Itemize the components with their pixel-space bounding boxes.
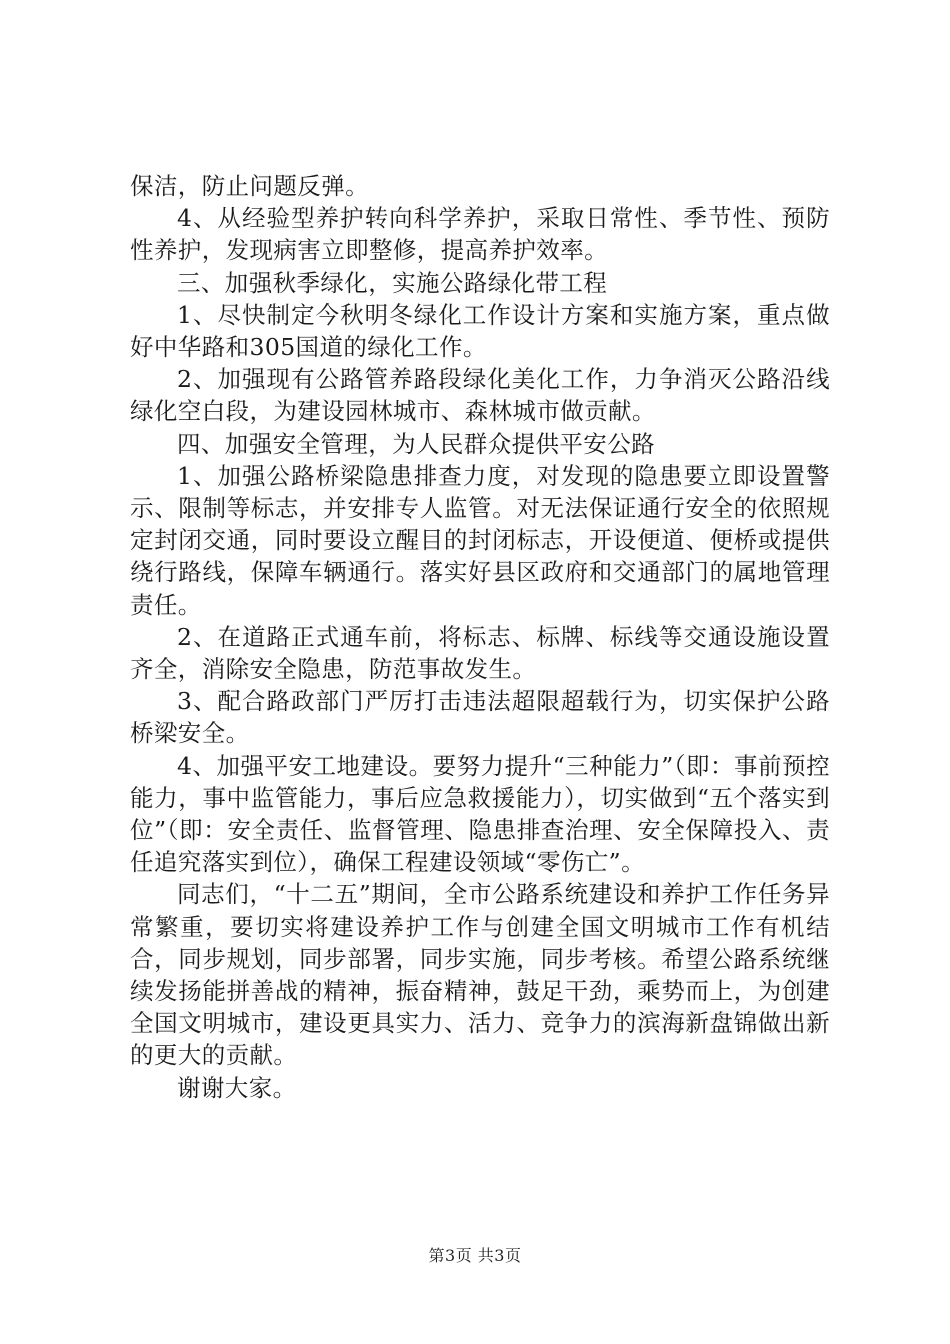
paragraph-2: 4、从经验型养护转向科学养护，采取日常性、季节性、预防性养护，发现病害立即整修，提高养护效率。 xyxy=(130,204,830,265)
document-body xyxy=(130,170,830,1104)
paragraph-7: 1、加强公路桥梁隐患排查力度，对发现的隐患要立即设置警示、限制等标志，并安排专人监管。对无法保证通行安全的依照规定封闭交通，同时要设立醒目的封闭标志，开设便道、便桥或提供绕行路线，保障车辆通行。落实好县区政府和交通部门的属地管理责任。 xyxy=(130,461,830,619)
closing-paragraph: 同志们，“十二五”期间，全市公路系统建设和养护工作任务异常繁重，要切实将建设养护工作与创建全国文明城市工作有机结合，同步规划，同步部署，同步实施，同步考核。希望公路系统继续发扬能拼善战的精神，振奋精神，鼓足干劲，乘势而上，为创建全国文明城市，建设更具实力、活力、竞争力的滨海新盘锦做出新的更大的贡献。 xyxy=(130,880,830,1070)
paragraph-10: 4、加强平安工地建设。要努力提升“三种能力”（即：事前预控能力，事中监管能力，事后应急救援能力），切实做到“五个落实到位”（即：安全责任、监督管理、隐患排查治理、安全保障投入、责任追究落实到位），确保工程建设领域“零伤亡”。 xyxy=(130,751,830,877)
paragraph-5: 2、加强现有公路管养路段绿化美化工作，力争消灭公路沿线绿化空白段，为建设园林城市、森林城市做贡献。 xyxy=(130,365,830,426)
paragraph-4: 1、尽快制定今秋明冬绿化工作设计方案和实施方案，重点做好中华路和305国道的绿化工作。 xyxy=(130,300,830,362)
paragraph-9: 3、配合路政部门严厉打击违法超限超载行为，切实保护公路桥梁安全。 xyxy=(130,687,830,748)
section-heading-3: 三、加强秋季绿化，实施公路绿化带工程 xyxy=(177,268,608,297)
section-heading-4: 四、加强安全管理，为人民群众提供平安公路 xyxy=(177,429,655,458)
page-number-footer: 第3页 共3页 xyxy=(428,1246,522,1265)
thanks-line: 谢谢大家。 xyxy=(177,1073,297,1102)
paragraph-8: 2、在道路正式通车前，将标志、标牌、标线等交通设施设置齐全，消除安全隐患，防范事故发生。 xyxy=(130,622,830,684)
paragraph-1: 保洁，防止问题反弹。 xyxy=(130,172,369,200)
